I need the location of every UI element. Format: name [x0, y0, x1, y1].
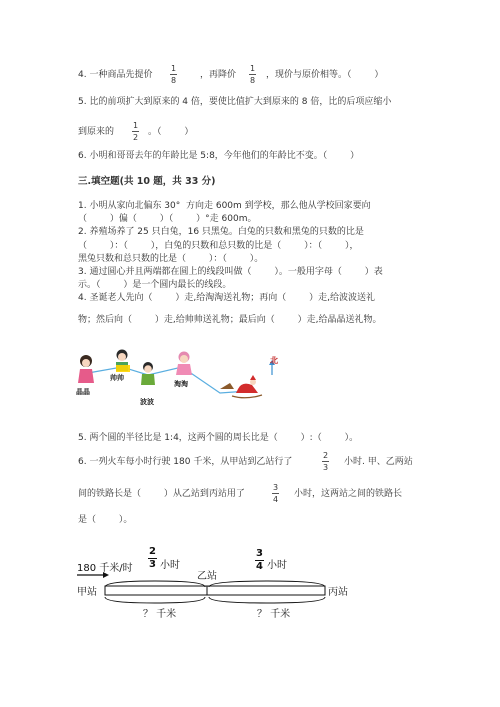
north-label: 北 — [270, 356, 278, 365]
f2-line-1: 2. 养殖场养了 25 只白兔，16 只黑兔。白兔的只数和黑兔的只数的比是 — [78, 227, 364, 237]
f6-fraction-2-numerator: 3 — [272, 483, 279, 492]
diagram-hours-2: 小时 — [267, 560, 287, 571]
f6-line-2-before: 间的铁路长是（ ）从乙站到丙站用了 — [78, 489, 245, 499]
diagram-fraction-1-denominator: 3 — [149, 559, 156, 570]
unknown-distance-2: ？ 千米 — [257, 609, 291, 620]
f1-line-2: （ ）偏（ ）（ ）°走 600m。 — [78, 214, 257, 224]
q4-text-mid: ，再降价 — [200, 70, 237, 80]
diagram-fraction-1 — [148, 547, 157, 570]
f4-line-1: 4. 圣诞老人先向（ ）走,给淘淘送礼物；再向（ ）走,给波波送礼 — [78, 293, 375, 303]
q5-fraction-denominator: 2 — [132, 133, 139, 142]
q4-fraction-2-denominator: 8 — [249, 76, 256, 85]
q4-fraction-2-numerator: 1 — [249, 64, 256, 73]
station-a-label: 甲站 — [77, 587, 97, 598]
railway-diagram — [75, 545, 375, 625]
diagram-hours-1: 小时 — [160, 560, 180, 571]
f6-fraction-1-numerator: 2 — [322, 451, 329, 460]
f6-fraction-2-denominator: 4 — [272, 495, 279, 504]
q5-line-2-before: 到原来的 — [78, 127, 115, 137]
speed-label: 180 千米/时 — [77, 563, 133, 574]
jingjing-figure-icon — [78, 355, 94, 383]
q5-fraction-numerator: 1 — [132, 121, 139, 130]
name-taotao: 淘淘 — [174, 380, 188, 388]
name-jingjing: 晶晶 — [76, 388, 90, 396]
section-3-title: 三.填空题(共 10 题，共 33 分) — [78, 176, 216, 187]
f6-line-1-after: 小时. 甲、乙两站 — [344, 457, 413, 467]
santa-sleigh-icon — [220, 375, 262, 398]
q4-fraction-1-numerator: 1 — [170, 64, 177, 73]
diagram-fraction-2-denominator: 4 — [256, 561, 263, 572]
q4-fraction-1-denominator: 8 — [170, 76, 177, 85]
q5-line-2-after: 。（ ） — [148, 127, 194, 137]
f4-line-2: 物；然后向（ ）走,给帅帅送礼物；最后向（ ）走,给晶晶送礼物。 — [78, 315, 382, 325]
taotao-figure-icon — [176, 352, 192, 376]
f2-line-2: （ ）：（ ），白兔的只数和总只数的比是（ ）：（ ）， — [78, 241, 359, 251]
unknown-distance-1: ？ 千米 — [143, 609, 177, 620]
santa-route-illustration — [70, 345, 290, 415]
f6-fraction-1-denominator: 3 — [322, 463, 329, 472]
f2-line-3: 黑兔只数和总只数的比是（ ）：（ ）。 — [78, 254, 264, 264]
station-b-label: 乙站 — [197, 571, 217, 582]
q5-line-1: 5. 比的前项扩大到原来的 4 倍，要使比值扩大到原来的 8 倍，比的后项应缩小 — [78, 97, 392, 107]
f6-line-1-before: 6. 一列火车每小时行驶 180 千米，从甲站到乙站行了 — [78, 457, 293, 467]
question-6: 6. 小明和哥哥去年的年龄比是 5:8，今年他们的年龄比不变。（ ） — [78, 151, 360, 161]
f6-fraction-1 — [322, 451, 329, 472]
diagram-fraction-1-numerator: 2 — [149, 546, 156, 557]
name-shuaishuai: 帅帅 — [110, 374, 124, 382]
name-bobo: 波波 — [140, 398, 154, 406]
station-c-label: 丙站 — [328, 587, 348, 598]
q4-text-before: 4. 一种商品先提价 — [78, 70, 153, 80]
q5-fraction — [132, 121, 139, 142]
f6-line-3: 是（ ）。 — [78, 515, 133, 525]
shuaishuai-figure-icon — [116, 350, 130, 373]
f6-line-2-after: 小时，这两站之间的铁路长 — [294, 489, 403, 499]
f6-fraction-2 — [272, 483, 279, 504]
diagram-fraction-2 — [255, 549, 264, 572]
q4-fraction-1 — [170, 64, 177, 85]
fill-question-5: 5. 两个圆的半径比是 1:4，这两个圆的周长比是（ ）:（ ）。 — [78, 433, 359, 443]
q4-text-after: ，现价与原价相等。（ ） — [266, 70, 384, 80]
f1-line-1: 1. 小明从家向北偏东 30° 方向走 600m 到学校，那么他从学校回家要向 — [78, 201, 371, 211]
f3-line-2: 示。（ ）是一个圆内最长的线段。 — [78, 280, 232, 290]
q4-fraction-2 — [249, 64, 256, 85]
diagram-fraction-2-numerator: 3 — [256, 548, 263, 559]
f3-line-1: 3. 通过圆心并且两端都在圆上的线段叫做（ ）。一般用字母（ ）表 — [78, 267, 383, 277]
